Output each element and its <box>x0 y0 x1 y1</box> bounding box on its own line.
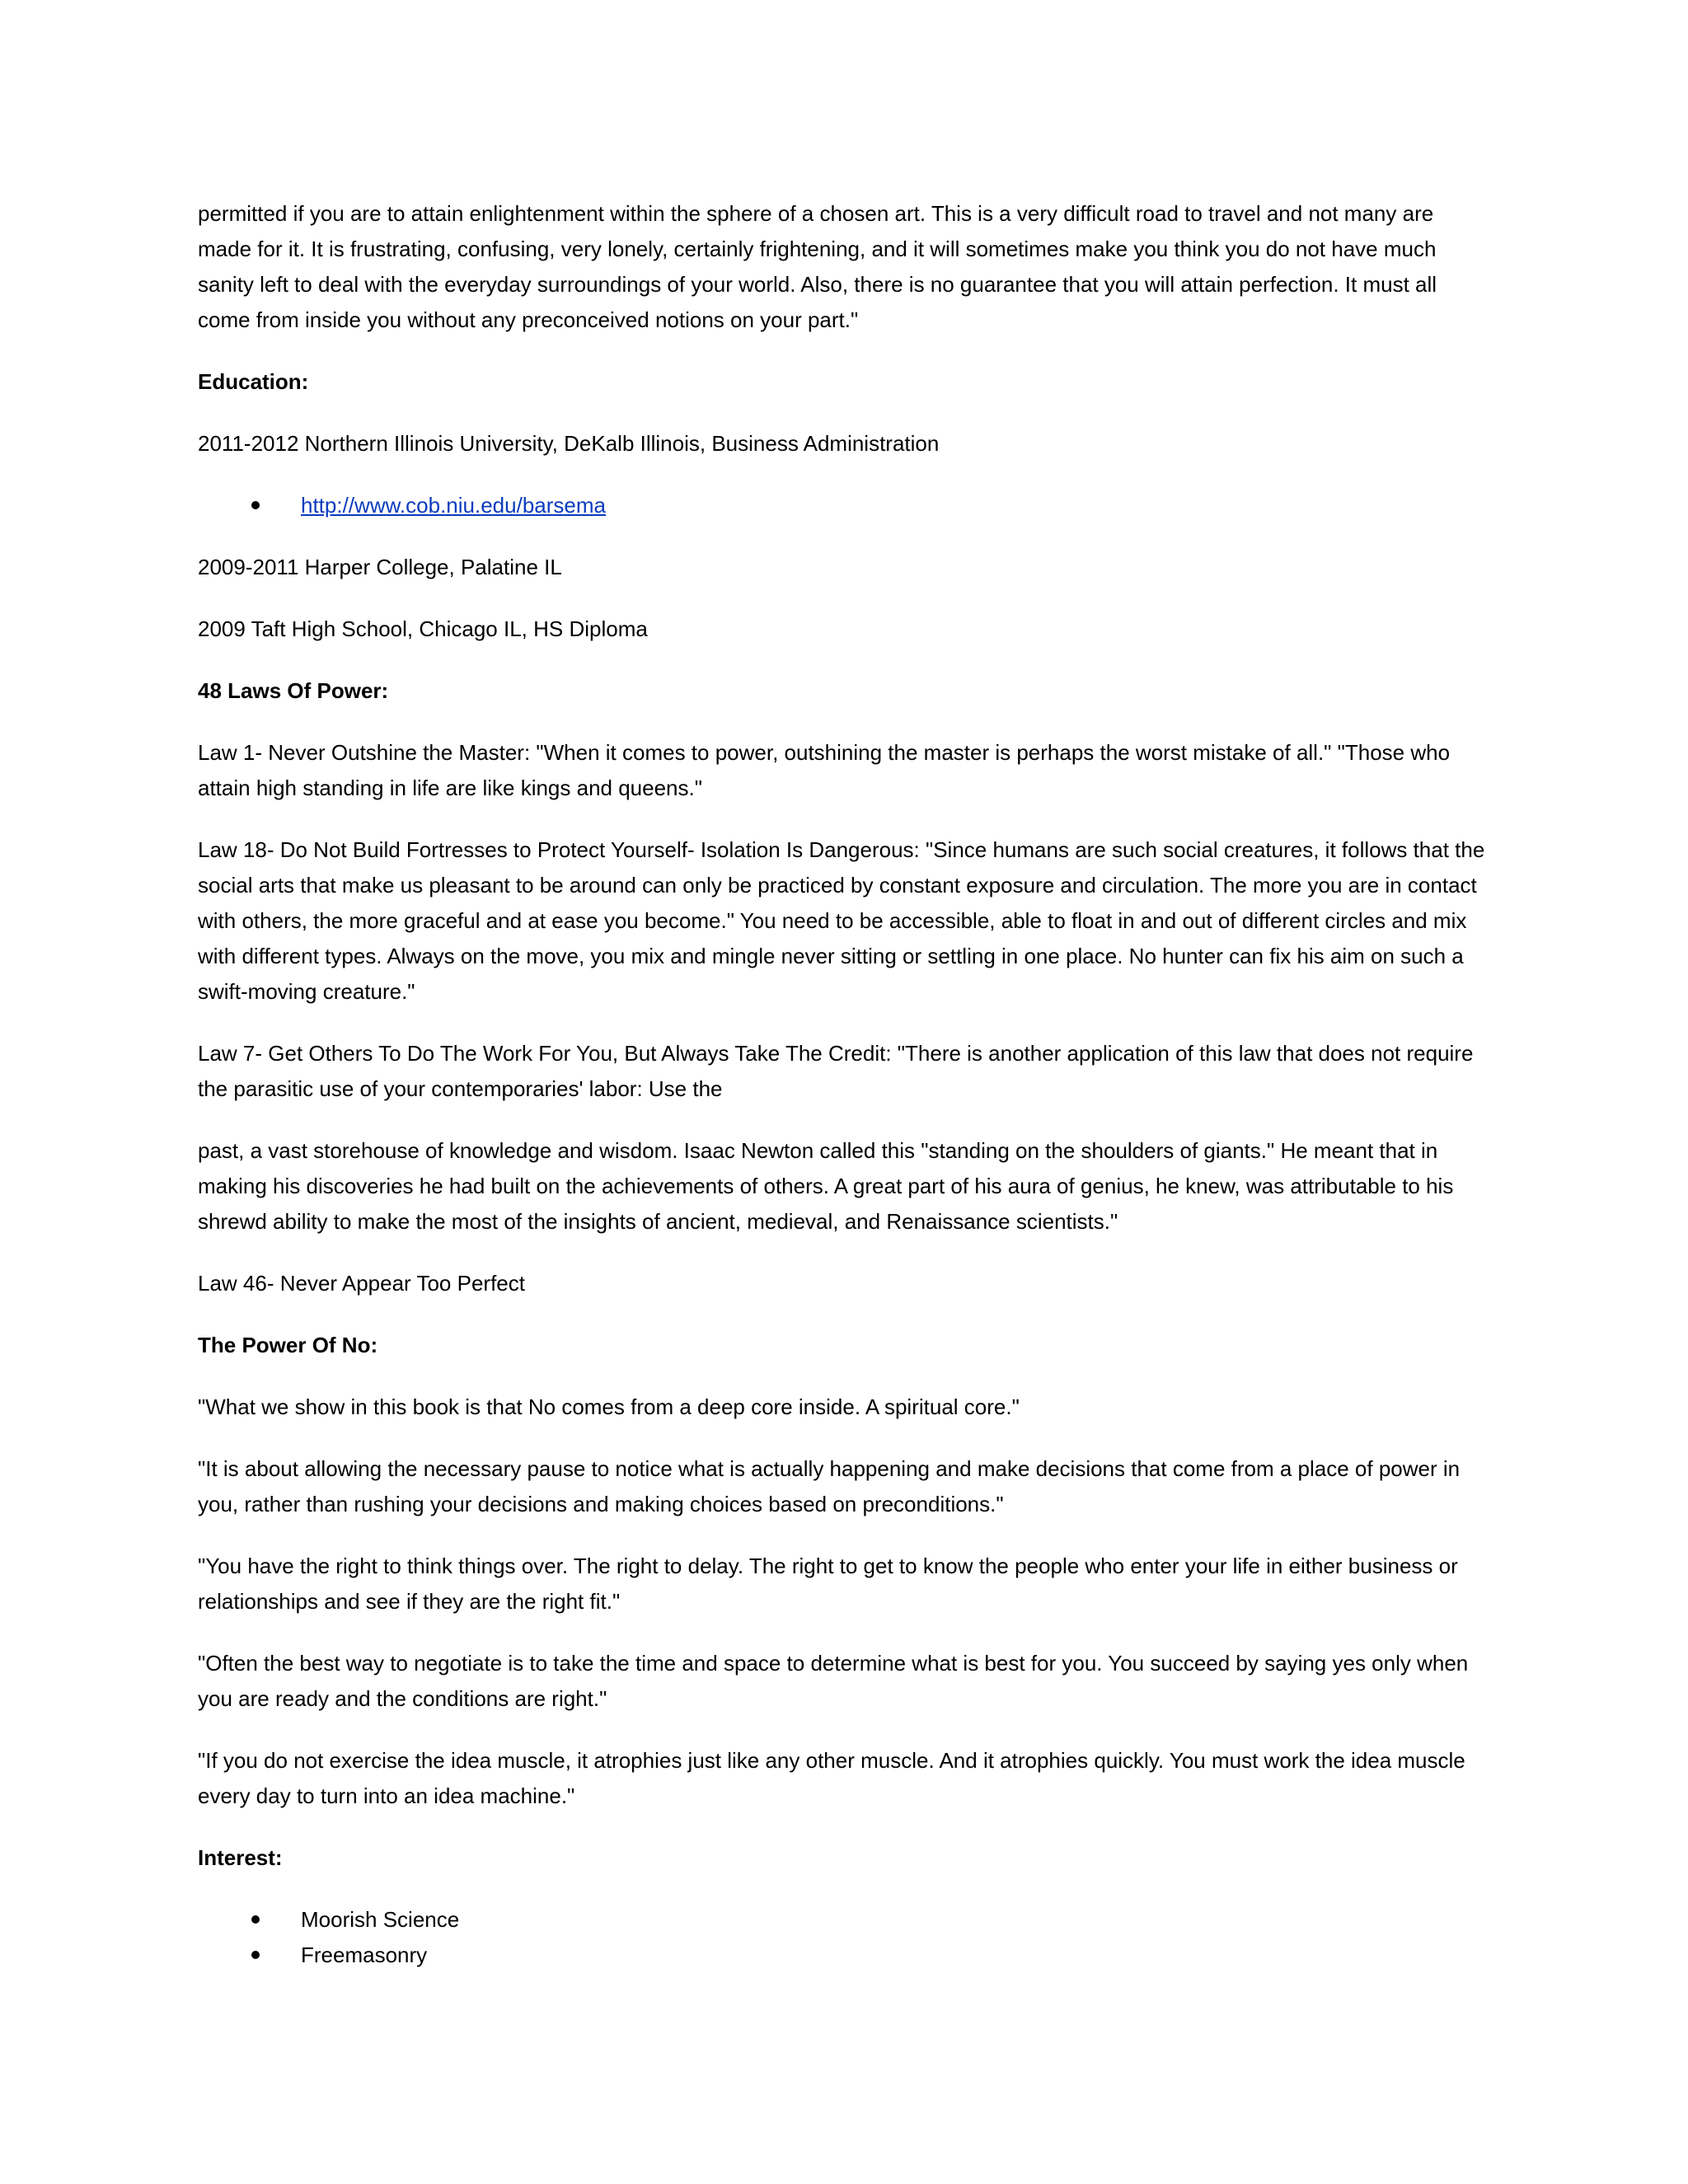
niu-link[interactable]: http://www.cob.niu.edu/barsema <box>301 493 606 518</box>
list-item <box>198 488 1488 523</box>
power-of-no-quote-4: "Often the best way to negotiate is to take the time and space to determine what is best for you. You succeed by saying yes only when you are ready and the conditions are right." <box>198 1651 1469 1711</box>
list-item <box>198 1902 1488 1938</box>
interest-item: Moorish Science <box>301 1907 460 1932</box>
intro-paragraph: permitted if you are to attain enlightenment within the sphere of a chosen art. This is a very difficult road to travel and not many are made for it. It is frustrating, confusing, very lonely, certainly frightening, and it will sometimes make you think you do not have much sanity left to deal with the everyday surroundings of your world. Also, there is no guarantee that you will attain perfection. It must all come from inside you without any preconceived notions on your part." <box>198 201 1437 332</box>
education-heading: Education: <box>198 369 309 394</box>
law-46: Law 46- Never Appear Too Perfect <box>198 1271 525 1296</box>
document-page <box>198 196 1488 1973</box>
power-of-no-quote-2: "It is about allowing the necessary pause to notice what is actually happening and make decisions that come from a place of power in you, rather than rushing your decisions and making choices based on preconditions." <box>198 1456 1461 1516</box>
power-of-no-quote-5: "If you do not exercise the idea muscle, it atrophies just like any other muscle. And it atrophies quickly. You must work the idea muscle every day to turn into an idea machine." <box>198 1748 1465 1808</box>
interest-list <box>198 1902 1488 1973</box>
power-of-no-heading: The Power Of No: <box>198 1333 378 1357</box>
bullet-icon <box>251 1951 260 1959</box>
education-niu: 2011-2012 Northern Illinois University, DeKalb Illinois, Business Administration <box>198 431 940 456</box>
interest-item: Freemasonry <box>301 1943 428 1967</box>
bullet-icon <box>251 1915 260 1924</box>
law-1: Law 1- Never Outshine the Master: "When it comes to power, outshining the master is perhaps the worst mistake of all." "Those who attain high standing in life are like kings and queens." <box>198 740 1451 800</box>
power-of-no-quote-1: "What we show in this book is that No comes from a deep core inside. A spiritual core." <box>198 1394 1020 1419</box>
education-taft: 2009 Taft High School, Chicago IL, HS Diploma <box>198 616 648 641</box>
education-harper: 2009-2011 Harper College, Palatine IL <box>198 555 562 579</box>
education-link-list <box>198 488 1488 523</box>
list-item <box>198 1938 1488 1973</box>
interest-heading: Interest: <box>198 1845 283 1870</box>
law-18: Law 18- Do Not Build Fortresses to Protect Yourself- Isolation Is Dangerous: "Since humans are such social creatures, it follows that the social arts that make us pleasant to be around can only be practiced by constant exposure and circulation. The more you are in contact with others, the more graceful and at ease you become." You need to be accessible, able to float in and out of different circles and mix with different types. Always on the move, you mix and mingle never sitting or settling in one place. No hunter can fix his aim on such a swift-moving creature." <box>198 837 1485 1004</box>
bullet-icon <box>251 501 260 509</box>
law-7-part-2: past, a vast storehouse of knowledge and wisdom. Isaac Newton called this "standing on the shoulders of giants." He meant that in making his discoveries he had built on the achievements of others. A great part of his aura of genius, he knew, was attributable to his shrewd ability to make the most of the insights of ancient, medieval, and Renaissance scientists." <box>198 1138 1454 1234</box>
laws-heading: 48 Laws Of Power: <box>198 678 389 703</box>
power-of-no-quote-3: "You have the right to think things over. The right to delay. The right to get to know the people who enter your life in either business or relationships and see if they are the right fit." <box>198 1554 1458 1614</box>
law-7-part-1: Law 7- Get Others To Do The Work For You, But Always Take The Credit: "There is another application of this law that does not require the parasitic use of your contemporaries' labor: Use the <box>198 1041 1474 1101</box>
